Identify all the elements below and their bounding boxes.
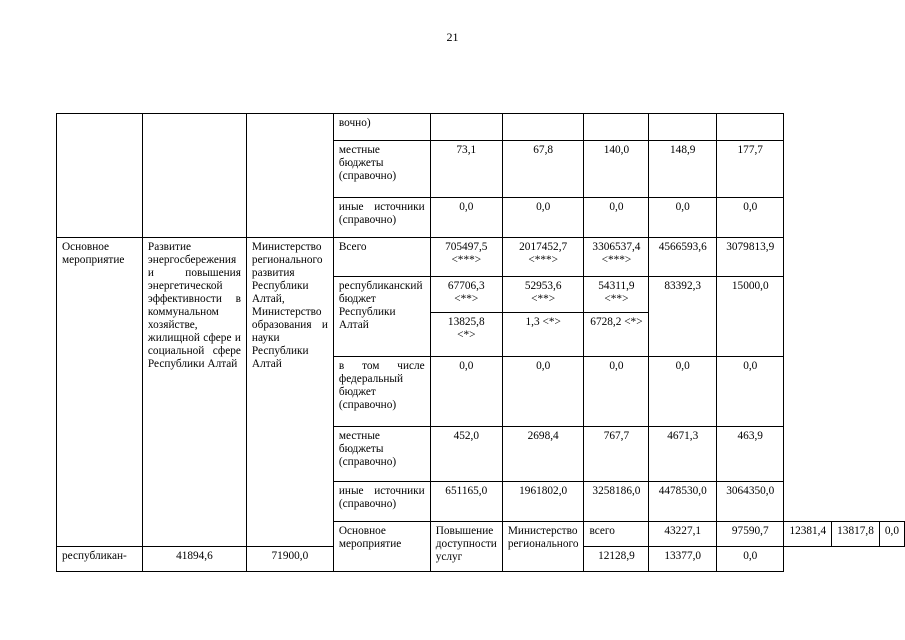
activity-type-cell: Основное мероприятие (333, 522, 430, 572)
value-cell: 3258186,0 (584, 482, 649, 522)
value-cell (584, 238, 649, 277)
value-cell: 67,8 (502, 141, 584, 198)
value-cell: 71900,0 (246, 547, 333, 572)
executor-cell: Министерство регионального (502, 522, 584, 572)
value-cell: 3064350,0 (717, 482, 784, 522)
value-cell: 12128,9 (584, 547, 649, 572)
table-row (57, 114, 905, 141)
value-text: 67706,3 (447, 280, 485, 292)
value-cell: 13377,0 (649, 547, 717, 572)
value-cell: 0,0 (717, 547, 784, 572)
value-cell: 177,7 (717, 141, 784, 198)
value-cell (430, 313, 502, 357)
activity-name-cell: Повышение доступности услуг (430, 522, 502, 572)
value-cell: 651165,0 (430, 482, 502, 522)
footnote-mark: <***> (528, 254, 559, 266)
value-cell: 1961802,0 (502, 482, 584, 522)
funding-source-cell: республикан- (57, 547, 143, 572)
funding-source-cell: иные источники (справочно) (333, 482, 430, 522)
value-cell: 0,0 (717, 198, 784, 238)
value-cell (502, 114, 584, 141)
value-cell: 41894,6 (142, 547, 246, 572)
value-cell: 0,0 (649, 357, 717, 427)
value-text: 705497,5 (445, 241, 488, 253)
value-cell (502, 238, 584, 277)
executor-cell (246, 114, 333, 238)
footnote-mark: <**> (531, 293, 556, 305)
funding-source-cell: вочно) (333, 114, 430, 141)
value-cell: 0,0 (879, 522, 904, 547)
activity-type-cell (57, 114, 143, 238)
value-cell: 12381,4 (784, 522, 832, 547)
value-text: 52953,6 (524, 280, 562, 292)
value-cell: 15000,0 (717, 277, 784, 357)
footnote-mark: <*> (457, 329, 476, 341)
value-text: 2017452,7 (519, 241, 568, 253)
value-cell: 4478530,0 (649, 482, 717, 522)
footnote-mark: <**> (454, 293, 479, 305)
value-cell: 1,3 <*> (502, 313, 584, 357)
value-cell: 0,0 (584, 198, 649, 238)
value-cell: 83392,3 (649, 277, 717, 357)
footnote-mark: <**> (604, 293, 629, 305)
value-cell: 0,0 (502, 198, 584, 238)
value-cell: 767,7 (584, 427, 649, 482)
value-cell (502, 277, 584, 313)
value-cell (717, 114, 784, 141)
value-cell (430, 238, 502, 277)
value-cell: 140,0 (584, 141, 649, 198)
program-financing-table (56, 113, 905, 572)
funding-source-cell: всего (584, 522, 649, 547)
executor-cell: Министерство регионального развития Республики Алтай, Министерство образования и науки Республики Алтай (246, 238, 333, 547)
funding-source-cell: в том числе федеральный бюджет (справочно) (333, 357, 430, 427)
value-cell: 3079813,9 (717, 238, 784, 277)
activity-type-cell: Основное мероприятие (57, 238, 143, 547)
page-number: 21 (446, 30, 459, 44)
value-cell (430, 277, 502, 313)
value-cell (584, 277, 649, 313)
value-cell: 0,0 (584, 357, 649, 427)
value-cell (430, 114, 502, 141)
value-text: 54311,9 (598, 280, 635, 292)
value-cell (584, 114, 649, 141)
footnote-mark: <***> (601, 254, 632, 266)
value-cell: 463,9 (717, 427, 784, 482)
funding-source-cell: иные источники (справочно) (333, 198, 430, 238)
value-cell: 2698,4 (502, 427, 584, 482)
value-cell: 0,0 (430, 198, 502, 238)
funding-source-cell: местные бюджеты (справочно) (333, 141, 430, 198)
value-cell: 43227,1 (649, 522, 717, 547)
value-cell: 0,0 (649, 198, 717, 238)
funding-source-cell: республиканский бюджет Республики Алтай (333, 277, 430, 357)
value-cell: 4671,3 (649, 427, 717, 482)
value-cell: 4566593,6 (649, 238, 717, 277)
activity-name-cell: Развитие энергосбережения и повышения энергетической эффективности в коммунальном хозяйстве, жилищной сфере и социальной сфере Республики Алтай (142, 238, 246, 547)
value-cell: 0,0 (502, 357, 584, 427)
value-cell: 13817,8 (832, 522, 880, 547)
value-cell: 97590,7 (717, 522, 784, 547)
value-cell: 0,0 (430, 357, 502, 427)
value-cell: 73,1 (430, 141, 502, 198)
funding-source-cell: Всего (333, 238, 430, 277)
funding-source-cell: местные бюджеты (справочно) (333, 427, 430, 482)
activity-name-cell (142, 114, 246, 238)
value-cell: 6728,2 <*> (584, 313, 649, 357)
value-cell: 0,0 (717, 357, 784, 427)
value-text: 13825,8 (447, 316, 485, 328)
footnote-mark: <***> (451, 254, 482, 266)
value-cell (649, 114, 717, 141)
value-cell: 452,0 (430, 427, 502, 482)
value-cell: 148,9 (649, 141, 717, 198)
table-row (57, 238, 905, 277)
value-text: 3306537,4 (592, 241, 641, 253)
